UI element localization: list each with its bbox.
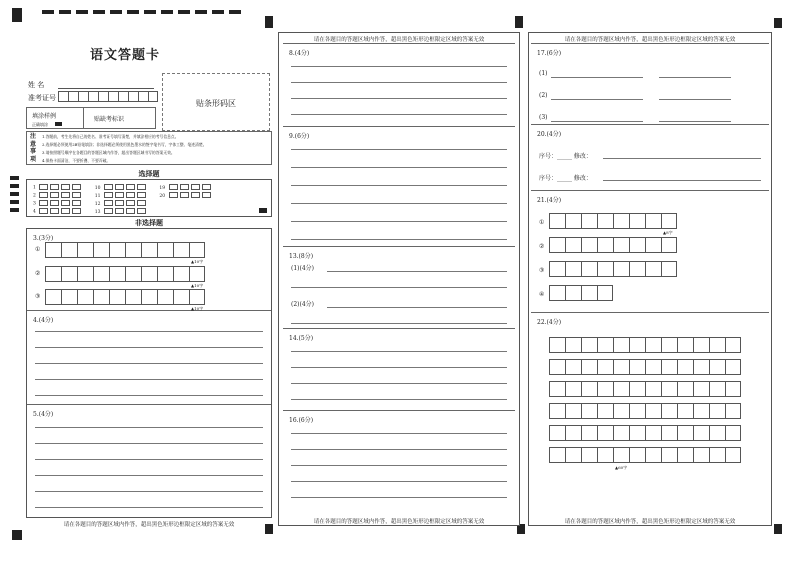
q22-grid-4[interactable] — [549, 403, 741, 419]
non-choice-title: 非选择题 — [135, 218, 163, 227]
q20-row-2: 序号：_____ 修改： — [539, 175, 592, 182]
fill-example-box — [26, 107, 156, 129]
choice-num: 12 — [94, 201, 101, 207]
q21-grid-4[interactable] — [549, 285, 613, 301]
correct-fill-sample — [55, 122, 62, 126]
answer-line — [35, 379, 263, 380]
q8-title: 8.(4分) — [289, 50, 310, 57]
q21-grid-3[interactable] — [549, 261, 677, 277]
choice-num: 4 — [33, 209, 36, 215]
q14-box[interactable] — [283, 329, 515, 411]
answer-line — [291, 114, 507, 115]
side-marks — [10, 176, 20, 216]
q13-sub-1: (1)(4分) — [291, 265, 314, 272]
answer-line — [291, 221, 507, 222]
q21-sub-4: ④ — [539, 291, 545, 298]
q22-word-mark: ▲60字 — [615, 465, 628, 470]
barcode-area — [162, 73, 270, 131]
answer-line — [659, 77, 731, 78]
q21-word-mark: ▲8字 — [663, 230, 673, 235]
answer-line — [551, 121, 643, 122]
choice-end-mark — [259, 208, 267, 213]
answer-line — [291, 465, 507, 466]
answer-line — [291, 98, 507, 99]
q9-box[interactable] — [283, 127, 515, 247]
q16-box[interactable] — [283, 411, 515, 515]
q17-sub-3: (3) — [539, 114, 548, 121]
id-label: 准考证号 — [28, 94, 56, 102]
column-1-footer-notice: 请在各题目的答题区域内作答，超出黑色矩形边框限定区域的答案无效 — [63, 522, 235, 528]
column-2-footer-notice: 请在各题目的答题区域内作答，超出黑色矩形边框限定区域的答案无效 — [313, 519, 485, 525]
q8-box[interactable] — [283, 43, 515, 127]
notice-line-3: 3.请按照题号顺序在各题目的答题区域内作答，超出答题区域书写的答案无效。 — [42, 150, 175, 155]
column-3-header-notice: 请在各题目的答题区域内作答，超出黑色矩形边框限定区域的答案无效 — [564, 37, 736, 43]
q13-title: 13.(8分) — [289, 253, 314, 260]
q14-title: 14.(5分) — [289, 335, 314, 342]
answer-line — [603, 158, 761, 159]
choice-section-title: 选择题 — [138, 169, 160, 178]
answer-line — [35, 427, 263, 428]
choice-row-1[interactable] — [33, 184, 211, 191]
q3-grid-2[interactable] — [45, 266, 205, 282]
q5-title: 5.(4分) — [33, 411, 54, 418]
q21-sub-1: ① — [539, 219, 545, 226]
correct-fill-label: 正确填涂 — [32, 122, 48, 127]
q20-row-1: 序号：_____ 修改： — [539, 153, 592, 160]
top-dash-marks — [42, 10, 252, 16]
column-2-panel — [278, 32, 520, 526]
choice-num: 13 — [94, 209, 101, 215]
q3-box — [27, 229, 271, 311]
answer-line — [291, 66, 507, 67]
q22-grid-2[interactable] — [549, 359, 741, 375]
q13-sub-2: (2)(4分) — [291, 301, 314, 308]
q13-box[interactable] — [283, 247, 515, 329]
q3-sub-3: ③ — [35, 293, 41, 300]
name-line — [58, 88, 154, 89]
answer-line — [35, 459, 263, 460]
q21-grid-1[interactable] — [549, 213, 677, 229]
choice-num: 1 — [33, 185, 36, 191]
q3-word-mark-2: ▲10字 — [191, 283, 204, 288]
choice-row-2[interactable] — [33, 192, 211, 199]
q22-grid-3[interactable] — [549, 381, 741, 397]
q22-grid-6[interactable] — [549, 447, 741, 463]
answer-line — [35, 347, 263, 348]
answer-line — [291, 82, 507, 83]
fill-example-label: 填涂样例 — [32, 113, 57, 120]
answer-line — [659, 99, 731, 100]
answer-line — [35, 475, 263, 476]
choice-num: 20 — [159, 193, 166, 199]
choice-num: 19 — [159, 185, 166, 191]
q17-sub-1: (1) — [539, 70, 548, 77]
answer-line — [35, 491, 263, 492]
answer-line — [291, 351, 507, 352]
answer-line — [291, 449, 507, 450]
card-title: 语文答题卡 — [90, 48, 161, 63]
notice-box — [26, 131, 272, 165]
answer-line — [291, 239, 507, 240]
answer-line — [291, 203, 507, 204]
answer-line — [35, 395, 263, 396]
q3-sub-2: ② — [35, 270, 41, 277]
answer-line — [291, 433, 507, 434]
column-2-header-notice: 请在各题目的答题区域内作答，超出黑色矩形边框限定区域的答案无效 — [313, 37, 485, 43]
choice-section — [26, 179, 272, 217]
corner-mark-tm — [265, 16, 273, 28]
answer-line — [291, 323, 507, 324]
answer-line — [291, 481, 507, 482]
answer-line — [291, 149, 507, 150]
q17-title: 17.(6分) — [537, 50, 562, 57]
notice-line-1: 1.答题前，考生先将自己的姓名、准考证号填写清楚，并填涂相应的考号信息点。 — [42, 134, 179, 139]
q17-box[interactable] — [531, 43, 769, 125]
choice-num: 3 — [33, 201, 36, 207]
q21-sub-3: ③ — [539, 267, 545, 274]
q22-grid-1[interactable] — [549, 337, 741, 353]
choice-row-3[interactable] — [33, 200, 146, 207]
notice-vertical-label: 注意事项 — [30, 133, 37, 163]
q17-sub-2: (2) — [539, 92, 548, 99]
choice-num: 10 — [94, 185, 101, 191]
answer-line — [35, 507, 263, 508]
corner-mark-bl — [12, 530, 22, 540]
absent-mark-label: 贴缺考标识 — [94, 116, 125, 123]
answer-line — [327, 307, 507, 308]
q16-title: 16.(6分) — [289, 417, 314, 424]
q22-grid-5[interactable] — [549, 425, 741, 441]
corner-mark-tr1 — [515, 16, 523, 28]
answer-line — [291, 185, 507, 186]
answer-line — [291, 167, 507, 168]
name-label: 姓 名 — [28, 81, 45, 89]
answer-line — [35, 363, 263, 364]
q3-grid-3[interactable] — [45, 289, 205, 305]
q21-box — [531, 191, 769, 313]
answer-line — [291, 367, 507, 368]
q3-grid-1[interactable] — [45, 242, 205, 258]
q3-word-mark-1: ▲10字 — [191, 259, 204, 264]
answer-line — [35, 331, 263, 332]
q3-title: 3.(3分) — [33, 235, 54, 242]
choice-num: 11 — [94, 193, 101, 199]
q22-title: 22.(4分) — [537, 319, 562, 326]
choice-row-4[interactable] — [33, 208, 146, 215]
q21-sub-2: ② — [539, 243, 545, 250]
answer-line — [551, 77, 643, 78]
answer-line — [291, 383, 507, 384]
choice-num: 2 — [33, 193, 36, 199]
corner-mark-tl — [12, 8, 22, 22]
column-1-answer-panel — [26, 228, 272, 518]
q21-title: 21.(4分) — [537, 197, 562, 204]
q9-title: 9.(6分) — [289, 133, 310, 140]
answer-line — [659, 121, 731, 122]
q4-box[interactable] — [27, 311, 271, 405]
notice-line-2: 2.选择题必须使用2B铅笔填涂；非选择题必须使用黑色墨水的签字笔书写，字体工整、笔迹清楚。 — [42, 142, 207, 147]
q22-box — [531, 313, 769, 513]
q20-title: 20.(4分) — [537, 131, 562, 138]
answer-line — [291, 497, 507, 498]
answer-line — [35, 443, 263, 444]
notice-line-4: 4.保持卡面清洁，不要折叠、不要弄破。 — [42, 158, 111, 163]
q5-box[interactable] — [27, 405, 271, 517]
column-3-panel — [528, 32, 772, 526]
corner-mark-tr2 — [774, 18, 782, 28]
q21-grid-2[interactable] — [549, 237, 677, 253]
answer-line — [603, 180, 761, 181]
id-number-boxes[interactable] — [58, 91, 158, 102]
barcode-label: 贴条形码区 — [196, 99, 236, 108]
q20-box[interactable] — [531, 125, 769, 191]
corner-mark-br2 — [774, 524, 782, 534]
absent-mark-area — [83, 108, 157, 128]
q4-title: 4.(4分) — [33, 317, 54, 324]
q3-sub-1: ① — [35, 246, 41, 253]
column-3-footer-notice: 请在各题目的答题区域内作答，超出黑色矩形边框限定区域的答案无效 — [564, 519, 736, 525]
answer-line — [551, 99, 643, 100]
q3-word-mark-3: ▲10字 — [191, 306, 204, 311]
answer-line — [291, 287, 507, 288]
answer-line — [327, 271, 507, 272]
answer-line — [291, 399, 507, 400]
